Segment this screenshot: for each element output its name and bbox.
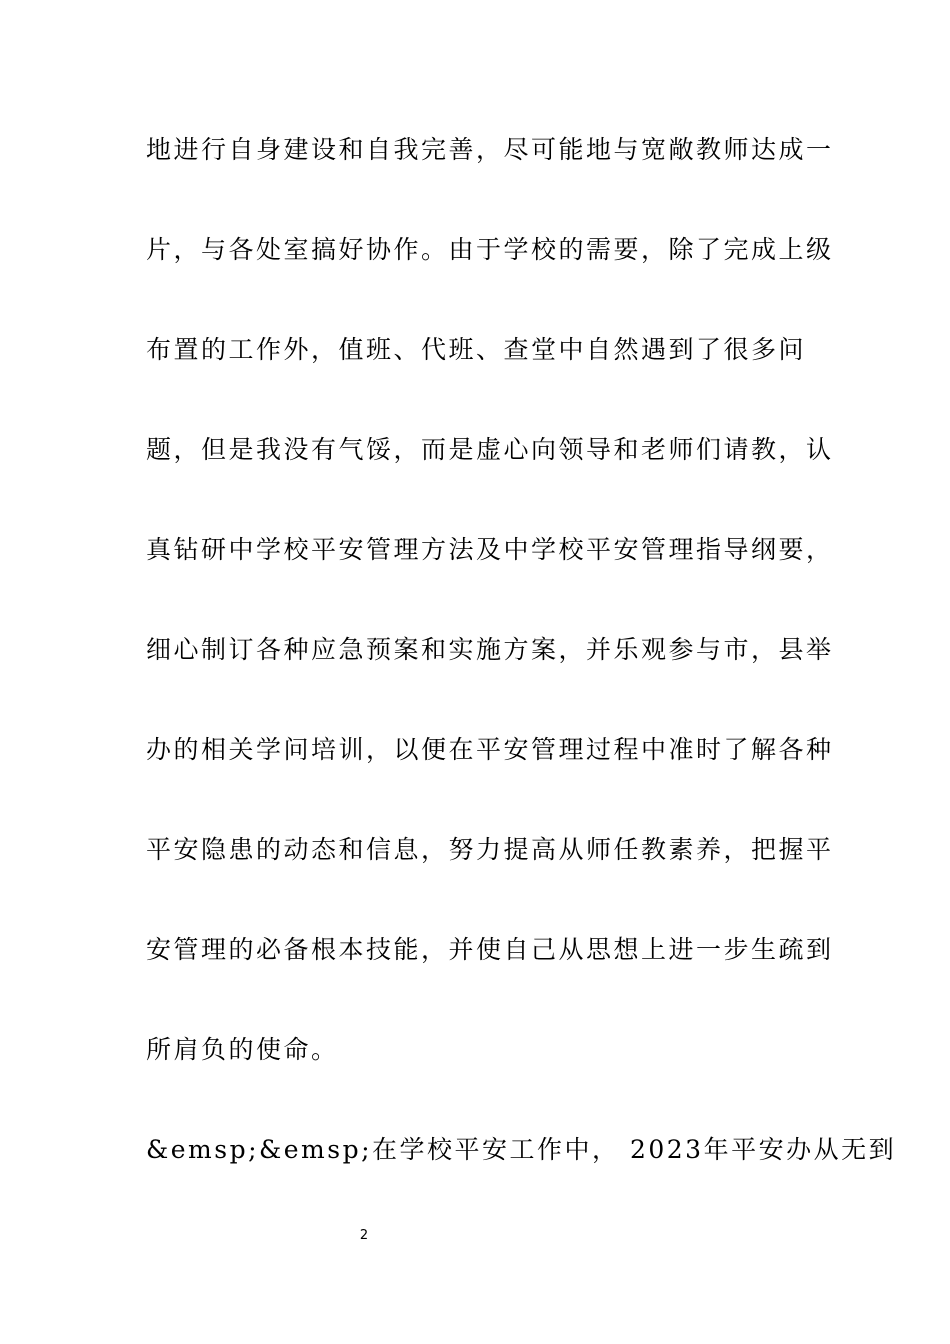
text-line: 地进行自身建设和自我完善，尽可能地与宽敞教师达成一	[146, 135, 834, 164]
text-line: 安管理的必备根本技能，并使自己从思想上进一步生疏到	[146, 935, 834, 964]
text-line: 片，与各处室搞好协作。由于学校的需要，除了完成上级	[146, 235, 834, 264]
text-line: 平安隐患的动态和信息，努力提高从师任教素养，把握平	[146, 835, 834, 864]
text-line: &emsp;&emsp;在学校平安工作中， 2023年平安办从无到	[146, 1135, 897, 1164]
text-line: 布置的工作外，值班、代班、查堂中自然遇到了很多问	[146, 335, 807, 364]
text-line: 所肩负的使命。	[146, 1035, 339, 1064]
page-number: 2	[359, 1228, 369, 1243]
text-line: 真钻研中学校平安管理方法及中学校平安管理指导纲要，	[146, 535, 834, 564]
body-text	[146, 120, 897, 1220]
text-line: 题，但是我没有气馁，而是虚心向领导和老师们请教，认	[146, 435, 834, 464]
text-line: 细心制订各种应急预案和实施方案，并乐观参与市，县举	[146, 635, 834, 664]
text-line: 办的相关学问培训，以便在平安管理过程中准时了解各种	[146, 735, 834, 764]
